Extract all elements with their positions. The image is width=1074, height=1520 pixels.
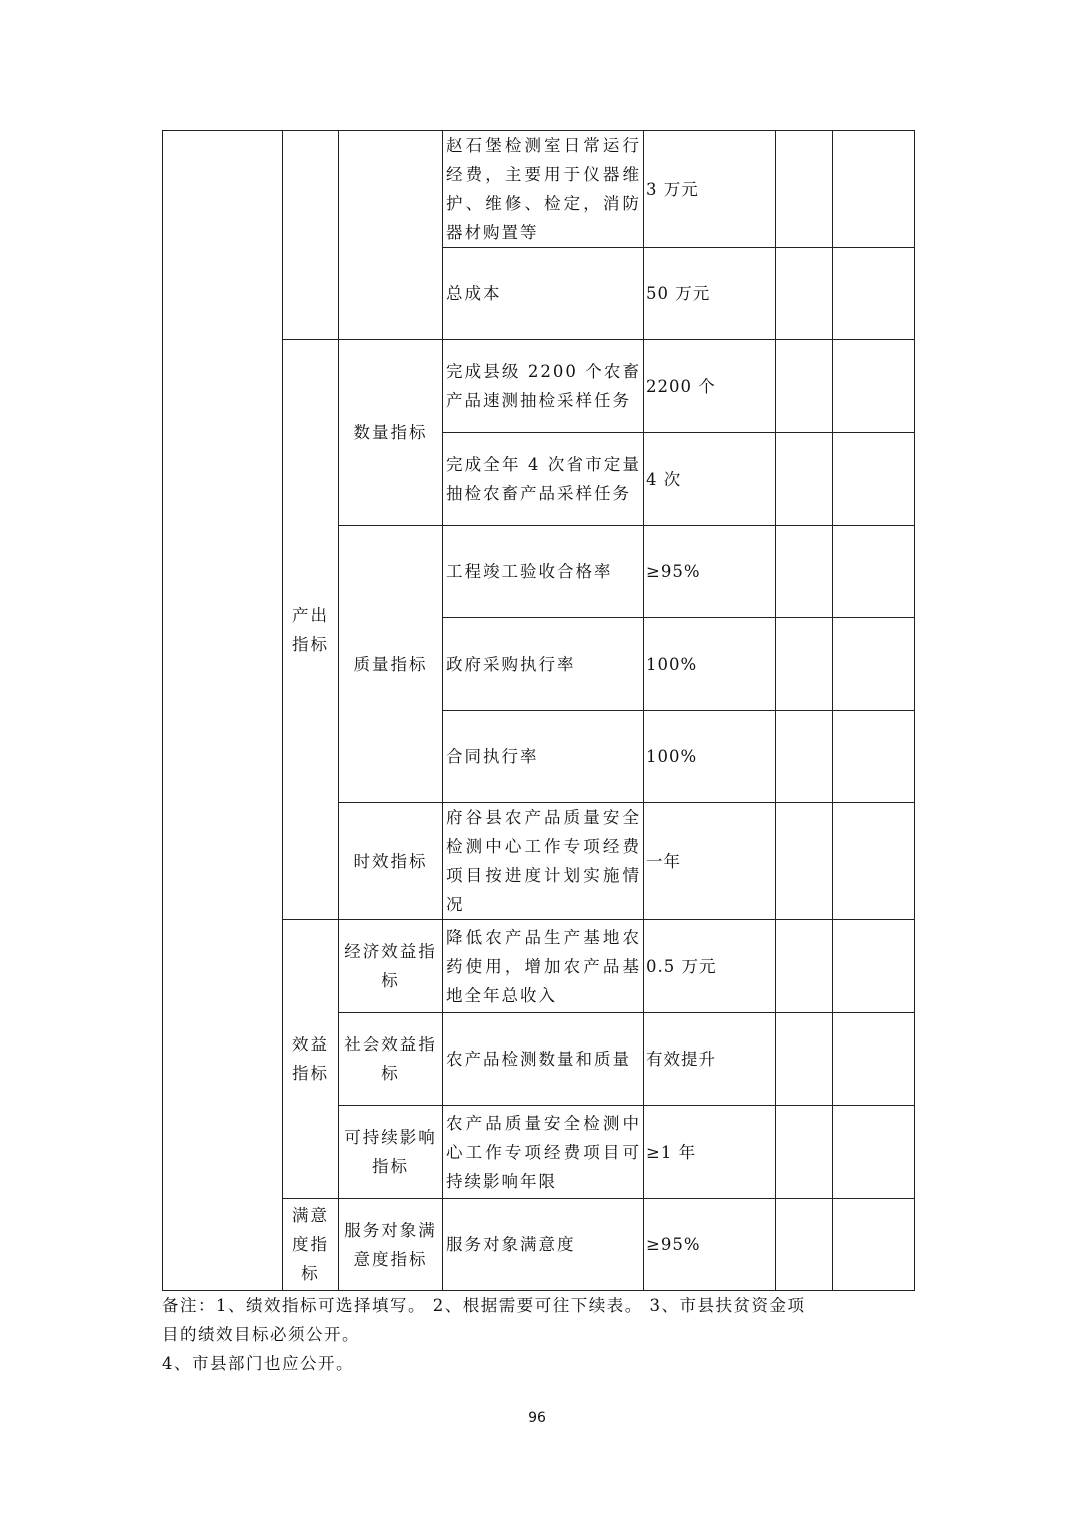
note-line-3: 4、市县部门也应公开。 (162, 1354, 354, 1373)
target-value-cell: 有效提升 (644, 1013, 776, 1106)
target-value-cell: ≥95% (644, 526, 776, 618)
indicator-cell: 合同执行率 (443, 711, 644, 803)
table-row (163, 131, 915, 248)
blank-cell (776, 803, 833, 920)
indicator-cell: 政府采购执行率 (443, 618, 644, 711)
blank-level1-cell (283, 131, 339, 340)
level1-satisfaction-indicator: 满意度指标 (283, 1199, 339, 1291)
target-value-cell: ≥1 年 (644, 1106, 776, 1199)
indicator-cell: 总成本 (443, 248, 644, 340)
target-value-cell: 3 万元 (644, 131, 776, 248)
target-value-cell: 4 次 (644, 433, 776, 526)
blank-first-column-cell (163, 131, 283, 1291)
level2-timeliness-indicator: 时效指标 (339, 803, 443, 920)
blank-cell (833, 1199, 915, 1291)
target-value-cell: 0.5 万元 (644, 920, 776, 1013)
indicator-cell: 降低农产品生产基地农药使用，增加农产品基地全年总收入 (443, 920, 644, 1013)
blank-cell (776, 340, 833, 433)
level2-service-satisfaction-indicator: 服务对象满意度指标 (339, 1199, 443, 1291)
blank-level2-cell (339, 131, 443, 340)
level2-economic-benefit-indicator: 经济效益指标 (339, 920, 443, 1013)
target-value-cell: 100% (644, 618, 776, 711)
blank-cell (776, 920, 833, 1013)
blank-cell (833, 711, 915, 803)
blank-cell (776, 433, 833, 526)
indicator-cell: 工程竣工验收合格率 (443, 526, 644, 618)
blank-cell (833, 1013, 915, 1106)
blank-cell (776, 1199, 833, 1291)
blank-cell (833, 131, 915, 248)
level1-benefit-indicator: 效益指标 (283, 920, 339, 1199)
target-value-cell: 100% (644, 711, 776, 803)
blank-cell (776, 1013, 833, 1106)
indicator-cell: 府谷县农产品质量安全检测中心工作专项经费项目按进度计划实施情况 (443, 803, 644, 920)
level2-quantity-indicator: 数量指标 (339, 340, 443, 526)
level2-sustainability-indicator: 可持续影响指标 (339, 1106, 443, 1199)
blank-cell (833, 340, 915, 433)
note-line-1: 备注：1、绩效指标可选择填写。 2、根据需要可往下续表。 3、市县扶贫资金项 (162, 1296, 806, 1315)
blank-cell (833, 526, 915, 618)
blank-cell (833, 1106, 915, 1199)
level2-social-benefit-indicator: 社会效益指标 (339, 1013, 443, 1106)
performance-indicator-table (162, 130, 915, 1291)
blank-cell (776, 1106, 833, 1199)
target-value-cell: 50 万元 (644, 248, 776, 340)
page-number: 96 (528, 1410, 546, 1426)
target-value-cell: ≥95% (644, 1199, 776, 1291)
blank-cell (776, 131, 833, 248)
level1-output-indicator: 产出指标 (283, 340, 339, 920)
indicator-cell: 农产品检测数量和质量 (443, 1013, 644, 1106)
note-line-2: 目的绩效目标必须公开。 (162, 1325, 360, 1344)
blank-cell (776, 248, 833, 340)
indicator-cell: 完成全年 4 次省市定量抽检农畜产品采样任务 (443, 433, 644, 526)
indicator-cell: 农产品质量安全检测中心工作专项经费项目可持续影响年限 (443, 1106, 644, 1199)
blank-cell (833, 803, 915, 920)
level2-quality-indicator: 质量指标 (339, 526, 443, 803)
blank-cell (833, 618, 915, 711)
blank-cell (833, 920, 915, 1013)
blank-cell (776, 526, 833, 618)
blank-cell (833, 248, 915, 340)
blank-cell (776, 618, 833, 711)
blank-cell (833, 433, 915, 526)
blank-cell (776, 711, 833, 803)
indicator-cell: 服务对象满意度 (443, 1199, 644, 1291)
target-value-cell: 一年 (644, 803, 776, 920)
target-value-cell: 2200 个 (644, 340, 776, 433)
indicator-cell: 赵石堡检测室日常运行经费，主要用于仪器维护、维修、检定，消防器材购置等 (443, 131, 644, 248)
indicator-cell: 完成县级 2200 个农畜产品速测抽检采样任务 (443, 340, 644, 433)
